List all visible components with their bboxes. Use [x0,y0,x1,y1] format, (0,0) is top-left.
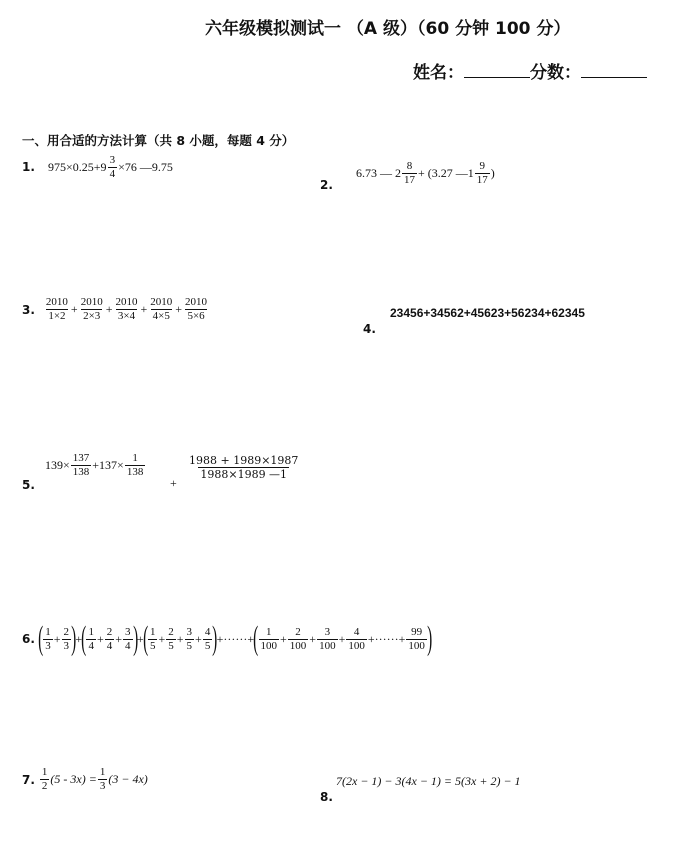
expr-part: (3 − 4x) [108,772,148,786]
expr-part: +137× [92,458,124,472]
fraction: $\frac{1988 + 1989\times 1987}{1988\times 1989 —1}$ [189,454,299,481]
fraction: $\frac{2}{100}$ [289,625,307,652]
fraction: $\frac{2010}{3\times 4}$ [115,296,138,322]
score-blank[interactable] [581,63,647,78]
fraction: $\frac{2010}{5\times 6}$ [185,296,208,322]
fraction: $\frac{9}{17}$ [476,160,488,186]
name-label: 姓名： [413,63,464,83]
question-number: 3. [22,302,35,317]
fraction: $\frac{137}{138}$ [72,452,90,478]
name-blank[interactable] [464,63,530,78]
question-number: 7. [22,772,35,787]
fraction: $\frac{1}{3}$ [99,766,106,792]
expr-part: 6.73 — 2 [356,166,402,180]
plus-sign: + [170,476,177,490]
equation: 7(2x − 1) − 3(4x − 1) = 5(3x + 2) − 1 [336,774,521,788]
page-title: 六年级模拟测试一 （A 级）（60 分钟 100 分） [205,19,571,39]
section-title: 一、用合适的方法计算（共 8 小题，每题 4 分） [22,133,295,148]
question-number: 1. [22,160,35,174]
fraction: $\frac{1}{138}$ [126,452,144,478]
expr-part: ) [490,166,495,180]
fraction: $\frac{99}{100}$ [408,625,425,652]
fraction: $\frac{2010}{1\times 2}$ [45,296,68,322]
question-number: 4. [363,322,376,336]
question-number: 2. [320,178,333,192]
expr-part: ×76 —9.75 [118,160,173,174]
name-score-row [413,58,647,83]
fraction: $\frac{8}{17}$ [404,160,416,186]
question-5-fraction [186,454,301,481]
question-number: 5. [22,478,35,492]
fraction: $\frac{2010}{4\times 5}$ [150,296,173,322]
question-1 [22,154,173,181]
expr-part: (5 - 3x) = [50,772,97,786]
question-number: 8. [320,790,333,804]
fraction: $\frac{1}{100}$ [260,625,278,652]
question-7 [22,766,148,793]
ellipsis: ······ [223,631,248,646]
fraction: $\frac{3}{4}$ [109,154,116,180]
fraction: $\frac{2010}{2\times 3}$ [80,296,103,322]
fraction: $\frac{4}{100}$ [348,625,365,652]
question-5 [45,452,146,479]
question-number: 6. [22,632,35,646]
sum-expression: 23456+34562+45623+56234+62345 [390,306,585,320]
expr-part: 975×0.25+9 [48,160,107,174]
score-label: 分数： [530,63,581,83]
fraction: $\frac{1}{2}$ [41,766,48,792]
question-2 [320,160,495,192]
expr-part: + (3.27 —1 [418,166,474,180]
question-3: 3. $\frac{2010}{1\times 2}$ + $\frac{2010}{2\times 3}$ + $\frac{2010}{3\times 4}$ + $\frac{2010}{4\times 5}$ + $\frac{2010}{5\times 6}$ [22,296,208,322]
question-6: 6. ( $\frac{1}{3}$ + $\frac{2}{3}$ ) + ( $\frac{1}{4}$ + $\frac{2}{4}$ + $\frac{3}{4}$ ) + ( $\frac{1}{5}$ + $\frac{2}{5}$ + $\frac{3}{5}$ + $\frac{4}{5}$ ) + ······ + ( $\frac{1}{100}$ + $\frac{2}{100}$ + $\frac{3}{100}$ + $\frac{4}{100}$ + ······ + $\frac{99}{100}$ ) [22,620,433,657]
expr-part: 139× [45,458,70,472]
fraction: $\frac{3}{100}$ [319,625,336,652]
